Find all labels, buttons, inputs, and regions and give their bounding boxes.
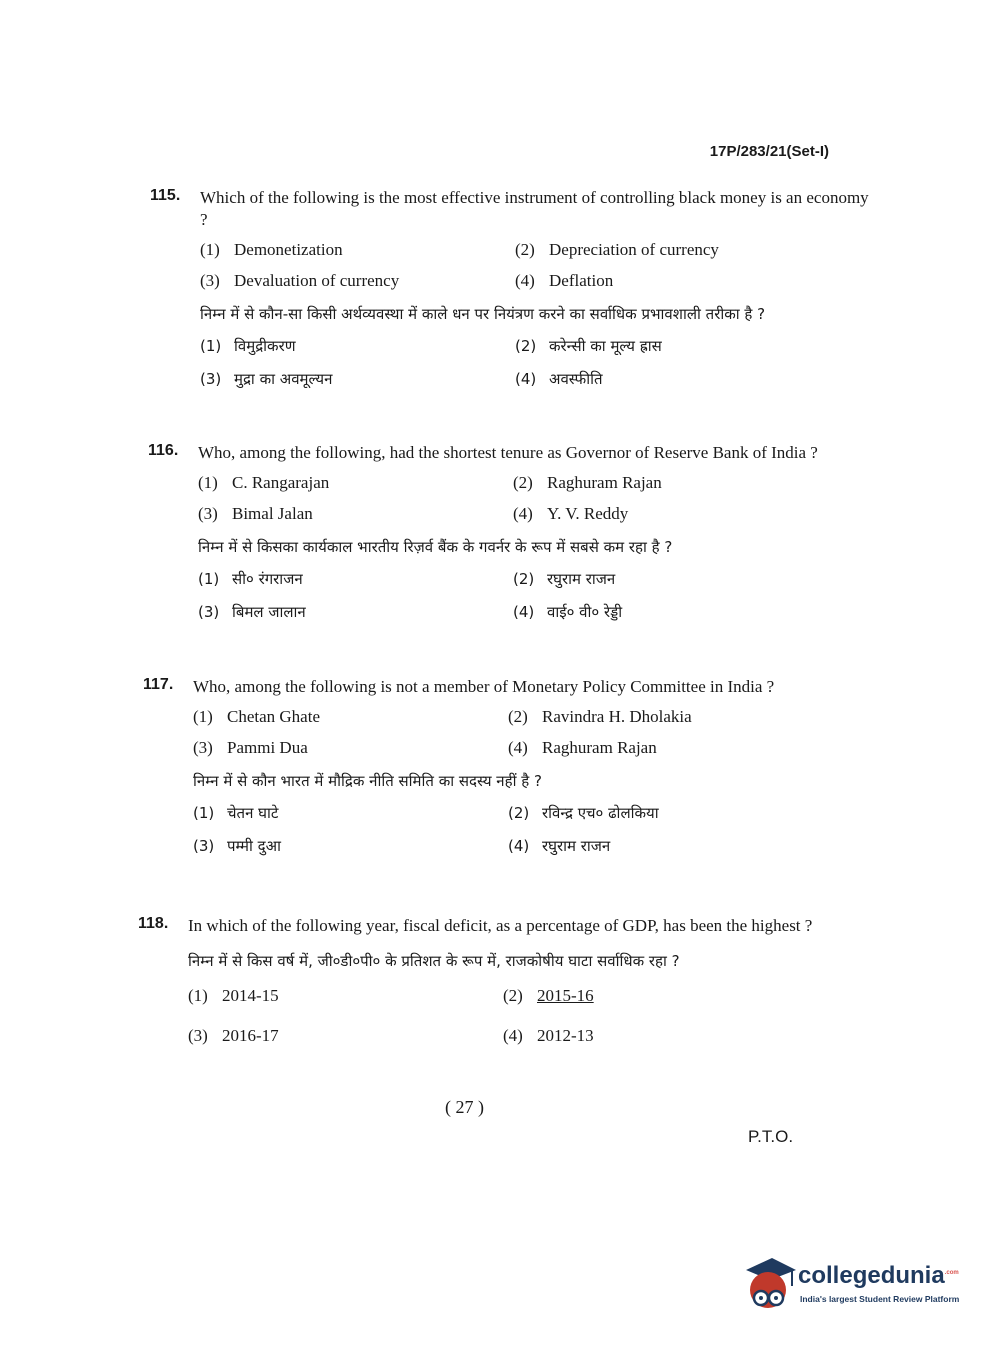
option: (3) Devaluation of currency [200,271,400,290]
logo-wordmark: collegedunia$^{.com}$ [798,1262,959,1289]
option: (2) 2015-16 [503,986,594,1005]
option: (4) रघुराम राजन [508,837,611,855]
option: (2) Depreciation of currency [515,240,719,259]
option: (3) मुद्रा का अवमूल्यन [200,370,333,388]
option: (2) रविन्द्र एच० ढोलकिया [508,804,659,822]
option: (3) बिमल जालान [198,603,306,621]
question-text-en: Who, among the following, had the shortest tenure as Governor of Reserve Bank of India ? [198,443,818,462]
options-hi [200,334,880,391]
question-number: 115. [150,187,181,204]
options [188,985,868,1047]
option: (2) Raghuram Rajan [513,473,662,492]
question-117 [143,676,873,868]
logo-domain: .com [944,1270,959,1276]
question-text-hi: निम्न में से कौन भारत में मौद्रिक नीति समिति का सदस्य नहीं है ? [193,772,542,790]
question-118 [138,915,868,1057]
option: (3) 2016-17 [188,1026,279,1045]
question-text-hi: निम्न में से किसका कार्यकाल भारतीय रिज़र्व बैंक के गवर्नर के रूप में सबसे कम रहा है ? [198,538,673,556]
question-115 [150,187,880,401]
option: (4) Y. V. Reddy [513,504,629,523]
student-mascot-icon [742,1256,796,1312]
option: (2) रघुराम राजन [513,570,616,588]
question-number: 117. [143,676,174,693]
options-en [193,706,873,759]
options-en [198,472,878,525]
option: (1) विमुद्रीकरण [200,337,296,355]
option: (1) चेतन घाटे [193,804,279,822]
option: (4) अवस्फीति [515,370,603,388]
options-hi [193,801,873,858]
question-116 [148,442,878,634]
options-en [200,239,880,292]
option: (3) Bimal Jalan [198,504,313,523]
question-text-en: In which of the following year, fiscal deficit, as a percentage of GDP, has been the highest ? [188,916,813,935]
question-number: 116. [148,442,179,459]
pto-label: P.T.O. [748,1127,794,1146]
option: (3) Pammi Dua [193,738,308,757]
option: (1) Chetan Ghate [193,707,320,726]
option: (4) 2012-13 [503,1026,594,1045]
option: (4) वाई० वी० रेड्डी [513,603,623,621]
question-text-hi: निम्न में से किस वर्ष में, जी०डी०पी० के प्रतिशत के रूप में, राजकोषीय घाटा सर्वाधिक रहा ? [188,952,680,970]
option: (4) Raghuram Rajan [508,738,657,757]
option: (2) करेन्सी का मूल्य ह्रास [515,337,662,355]
question-number: 118. [138,915,169,932]
logo-tagline: India's largest Student Review Platform [800,1294,960,1304]
option: (2) Ravindra H. Dholakia [508,707,692,726]
options-hi [198,567,878,624]
option: (1) C. Rangarajan [198,473,330,492]
question-text-en: Who, among the following is not a member of Monetary Policy Committee in India ? [193,677,775,696]
question-text-en: Which of the following is the most effective instrument of controlling black money is an economy ? [200,188,869,229]
paper-code: 17P/283/21(Set-I) [709,143,829,160]
option: (4) Deflation [515,271,614,290]
collegedunia-logo [742,1250,972,1320]
option: (1) 2014-15 [188,986,279,1005]
option: (1) सी० रंगराजन [198,570,303,588]
option: (3) पम्मी दुआ [193,837,281,855]
question-text-hi: निम्न में से कौन-सा किसी अर्थव्यवस्था में काले धन पर नियंत्रण करने का सर्वाधिक प्रभावशाली तरीका है ? [200,305,766,323]
option: (1) Demonetization [200,240,343,259]
page-number: ( 27 ) [445,1097,484,1117]
